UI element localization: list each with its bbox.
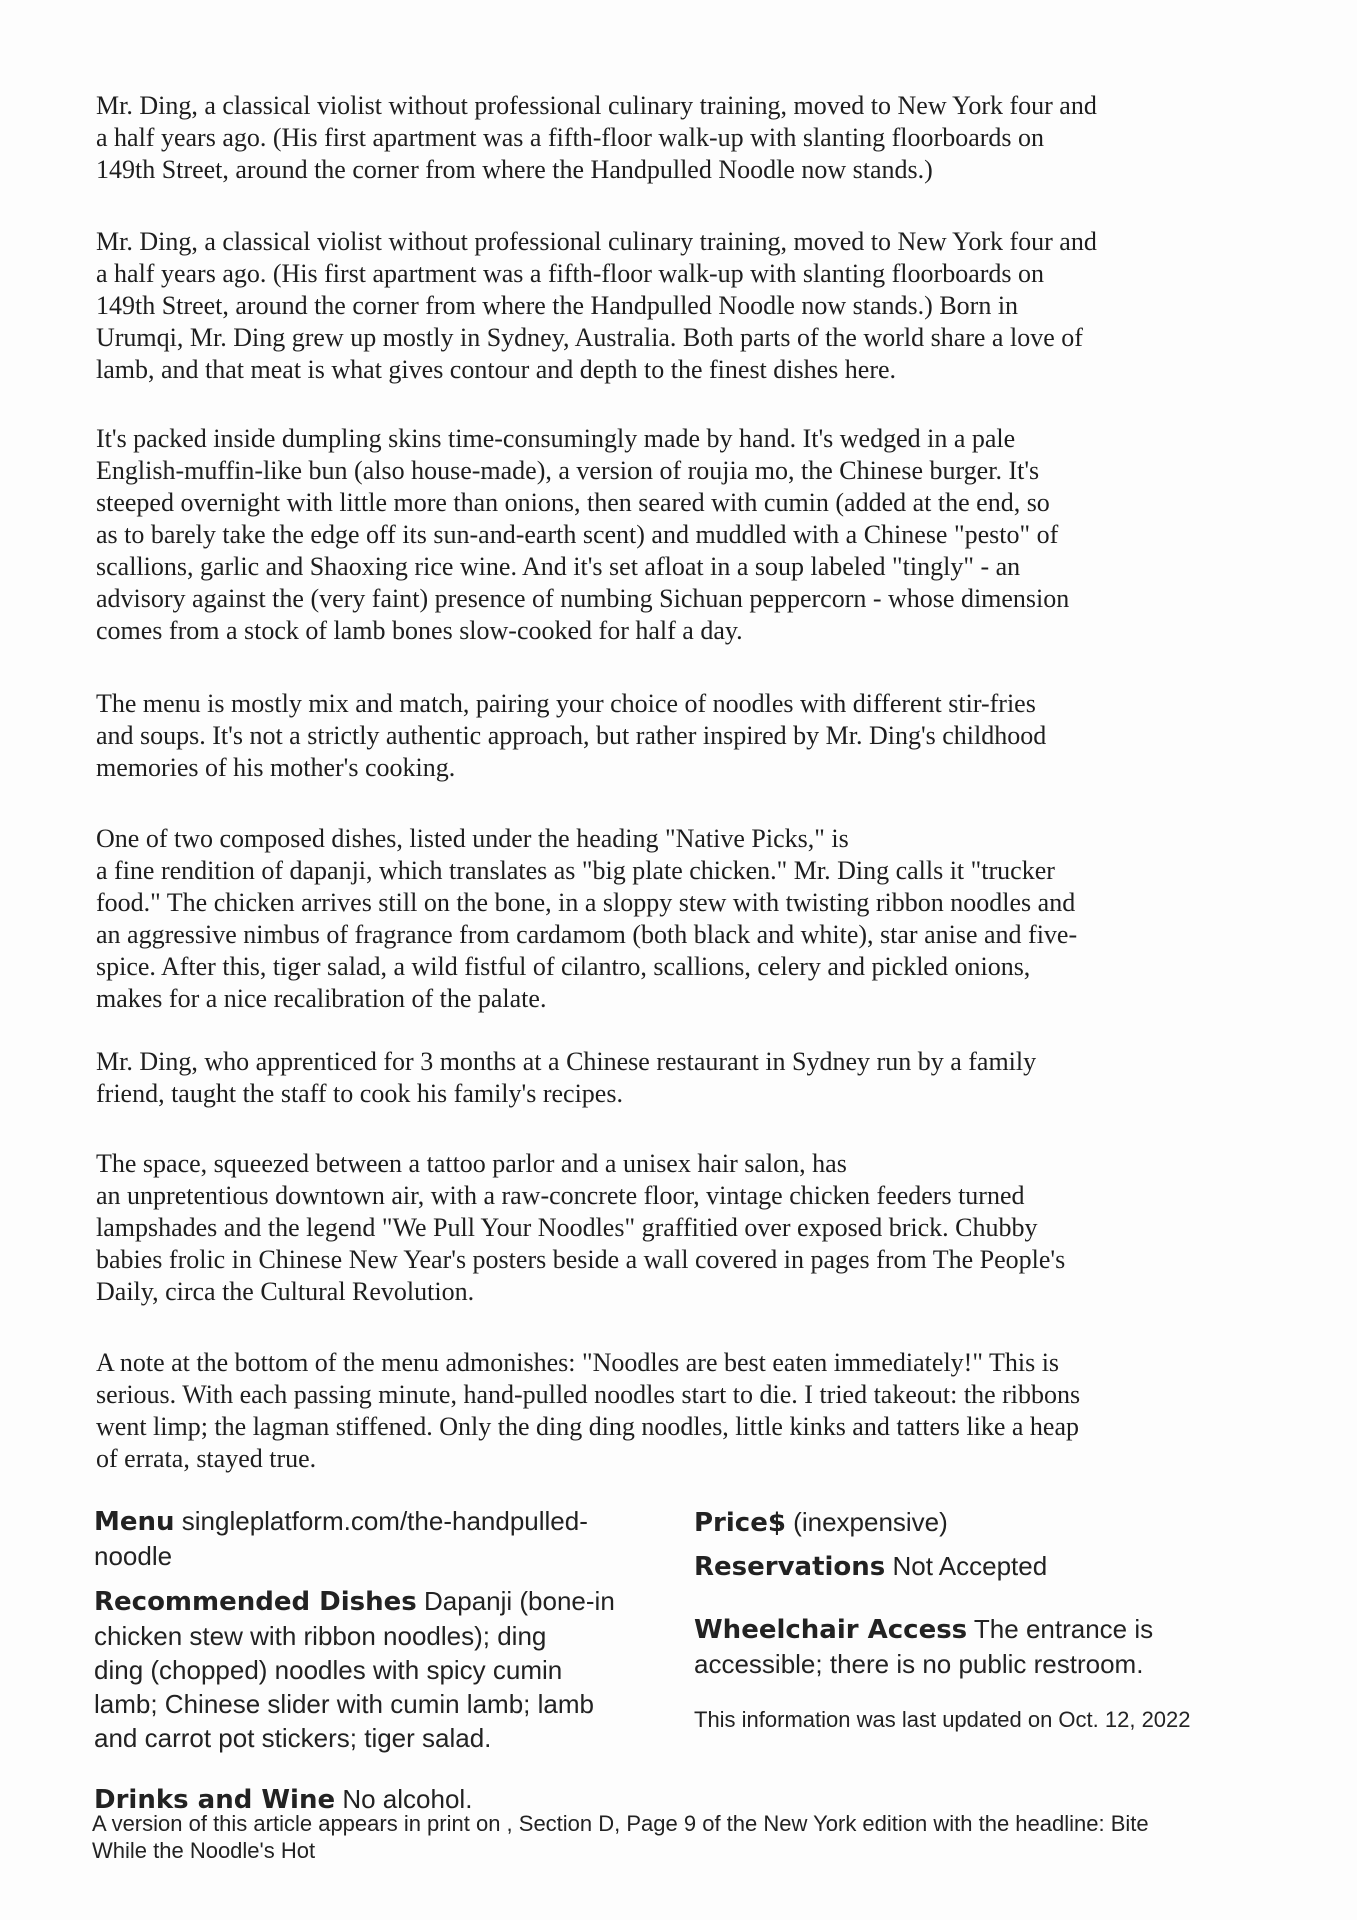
wheelchair-info [694, 1612, 1294, 1681]
print-edition-note: A version of this article appears in print on , Section D, Page 9 of the New York edition with the headline: Bite While the Noodle's Hot [92, 1811, 1149, 1863]
paragraph-7: The space, squeezed between a tattoo parlor and a unisex hair salon, has an unpretentious downtown air, with a raw-concrete floor, vintage chicken feeders turned lampshades and the legend "We Pull Your Noodles" graffitied over exposed brick. Chubby babies frolic in Chinese New Year's posters beside a wall covered in pages from The People's Daily, circa the Cultural Revolution. [96, 1149, 1066, 1306]
paragraph-4: The menu is mostly mix and match, pairing your choice of noodles with different stir-fries and soups. It's not a strictly authentic approach, but rather inspired by Mr. Ding's childhood memories of his mother's cooking. [96, 689, 1047, 782]
recommended-dishes-info [94, 1584, 674, 1755]
price-info [694, 1505, 1294, 1540]
paragraph-5: One of two composed dishes, listed under the heading "Native Picks," is a fine rendition of dapanji, which translates as "big plate chicken." Mr. Ding calls it "trucker food." The chicken arrives still on the bone, in a sloppy stew with twisting ribbon noodles and an aggressive nimbus of fragrance from cardamom (both black and white), star anise and five- spice. After this, tiger salad, a wild fistful of cilantro, scallions, celery and pickled onions, makes for a nice recalibration of the palate. [96, 824, 1078, 1013]
recommended-dishes-label: Recommended Dishes [94, 1587, 417, 1617]
reservations-info [694, 1549, 1294, 1584]
price-value: (inexpensive) [793, 1507, 948, 1537]
menu-info [94, 1504, 674, 1573]
paragraph-6: Mr. Ding, who apprenticed for 3 months at a Chinese restaurant in Sydney run by a family friend, taught the staff to cook his family's recipes. [96, 1047, 1037, 1108]
last-updated-note: This information was last updated on Oct. 12, 2022 [694, 1707, 1191, 1732]
paragraph-3: It's packed inside dumpling skins time-consumingly made by hand. It's wedged in a pale English-muffin-like bun (also house-made), a version of roujia mo, the Chinese burger. It's steeped overnight with little more than onions, then seared with cumin (added at the end, so as to barely take the edge off its sun-and-earth scent) and muddled with a Chinese "pesto" of scallions, garlic and Shaoxing rice wine. And it's set afloat in a soup labeled "tingly" - an advisory against the (very faint) presence of numbing Sichuan peppercorn - whose dimension comes from a stock of lamb bones slow-cooked for half a day. [96, 424, 1070, 645]
paragraph-1: Mr. Ding, a classical violist without professional culinary training, moved to New York four and a half years ago. (His first apartment was a fifth-floor walk-up with slanting floorboards on 149th Street, around the corner from where the Handpulled Noodle now stands.) [96, 91, 1097, 184]
recommended-dishes-value: Dapanji (bone-in chicken stew with ribbon noodles); ding ding (chopped) noodles with spicy cumin lamb; Chinese slider with cumin lamb; lamb and carrot pot stickers; tiger salad. [94, 1586, 615, 1753]
reservations-value: Not Accepted [892, 1551, 1048, 1581]
drinks-label: Drinks and Wine [94, 1785, 336, 1815]
menu-value: singleplatform.com/the-handpulled- noodle [94, 1506, 588, 1571]
wheelchair-label: Wheelchair Access [694, 1615, 968, 1645]
reservations-label: Reservations [694, 1552, 886, 1582]
wheelchair-value: The entrance is accessible; there is no public restroom. [694, 1614, 1154, 1679]
price-label: Price$ [694, 1508, 786, 1538]
menu-label: Menu [94, 1507, 175, 1537]
paragraph-8: A note at the bottom of the menu admonishes: "Noodles are best eaten immediately!" This is serious. With each passing minute, hand-pulled noodles start to die. I tried takeout: the ribbons went limp; the lagman stiffened. Only the ding ding noodles, little kinks and tatters like a heap of errata, stayed true. [96, 1348, 1081, 1473]
paragraph-2: Mr. Ding, a classical violist without professional culinary training, moved to New York four and a half years ago. (His first apartment was a fifth-floor walk-up with slanting floorboards on 149th Street, around the corner from where the Handpulled Noodle now stands.) Born in Urumqi, Mr. Ding grew up mostly in Sydney, Australia. Both parts of the world share a love of lamb, and that meat is what gives contour and depth to the finest dishes here. [96, 227, 1097, 384]
drinks-value: No alcohol. [342, 1784, 473, 1814]
